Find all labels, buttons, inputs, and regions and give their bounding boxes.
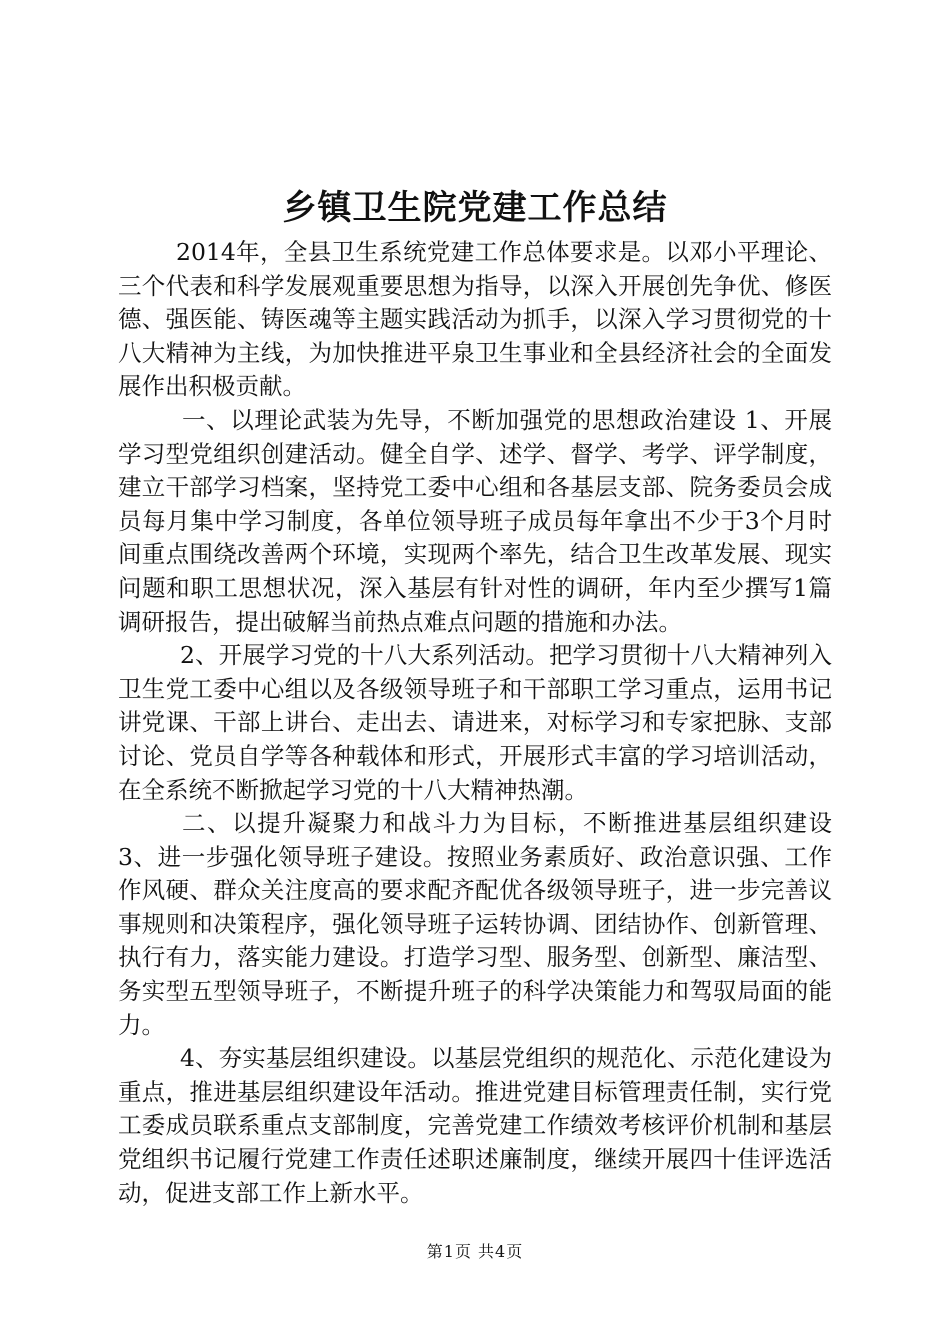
paragraph-intro: 2014年，全县卫生系统党建工作总体要求是。以邓小平理论、三个代表和科学发展观重要思想为指导，以深入开展创先争优、修医德、强医能、铸医魂等主题实践活动为抓手，以深入学习贯彻党的十八大精神为主线，为加快推进平泉卫生事业和全县经济社会的全面发展作出积极贡献。: [118, 238, 832, 401]
page-number-footer: 第1页 共4页: [426, 1242, 524, 1261]
paragraph-section-two: 二、以提升凝聚力和战斗力为目标，不断推进基层组织建设 3、进一步强化领导班子建设。按照业务素质好、政治意识强、工作作风硬、群众关注度高的要求配齐配优各级领导班子，进一步完善议事规则和决策程序，强化领导班子运转协调、团结协作、创新管理、执行有力，落实能力建设。打造学习型、服务型、创新型、廉洁型、务实型五型领导班子，不断提升班子的科学决策能力和驾驭局面的能力。: [118, 809, 832, 1039]
paragraph-item-two: 2、开展学习党的十八大系列活动。把学习贯彻十八大精神列入卫生党工委中心组以及各级领导班子和干部职工学习重点，运用书记讲党课、干部上讲台、走出去、请进来，对标学习和专家把脉、支部讨论、党员自学等各种载体和形式，开展形式丰富的学习培训活动，在全系统不断掀起学习党的十八大精神热潮。: [118, 641, 832, 804]
document-body: [118, 236, 832, 1210]
paragraph-item-four: 4、夯实基层组织建设。以基层党组织的规范化、示范化建设为重点，推进基层组织建设年活动。推进党建目标管理责任制，实行党工委成员联系重点支部制度，完善党建工作绩效考核评价机制和基层党组织书记履行党建工作责任述职述廉制度，继续开展四十佳评选活动，促进支部工作上新水平。: [118, 1044, 832, 1207]
paragraph-section-one: 一、以理论武装为先导，不断加强党的思想政治建设 1、开展学习型党组织创建活动。健全自学、述学、督学、考学、评学制度，建立干部学习档案，坚持党工委中心组和各基层支部、院务委员会成员每月集中学习制度，各单位领导班子成员每年拿出不少于3个月时间重点围绕改善两个环境，实现两个率先，结合卫生改革发展、现实问题和职工思想状况，深入基层有针对性的调研，年内至少撰写1篇调研报告，提出破解当前热点难点问题的措施和办法。: [118, 405, 832, 636]
document-title: 乡镇卫生院党建工作总结: [282, 188, 668, 228]
